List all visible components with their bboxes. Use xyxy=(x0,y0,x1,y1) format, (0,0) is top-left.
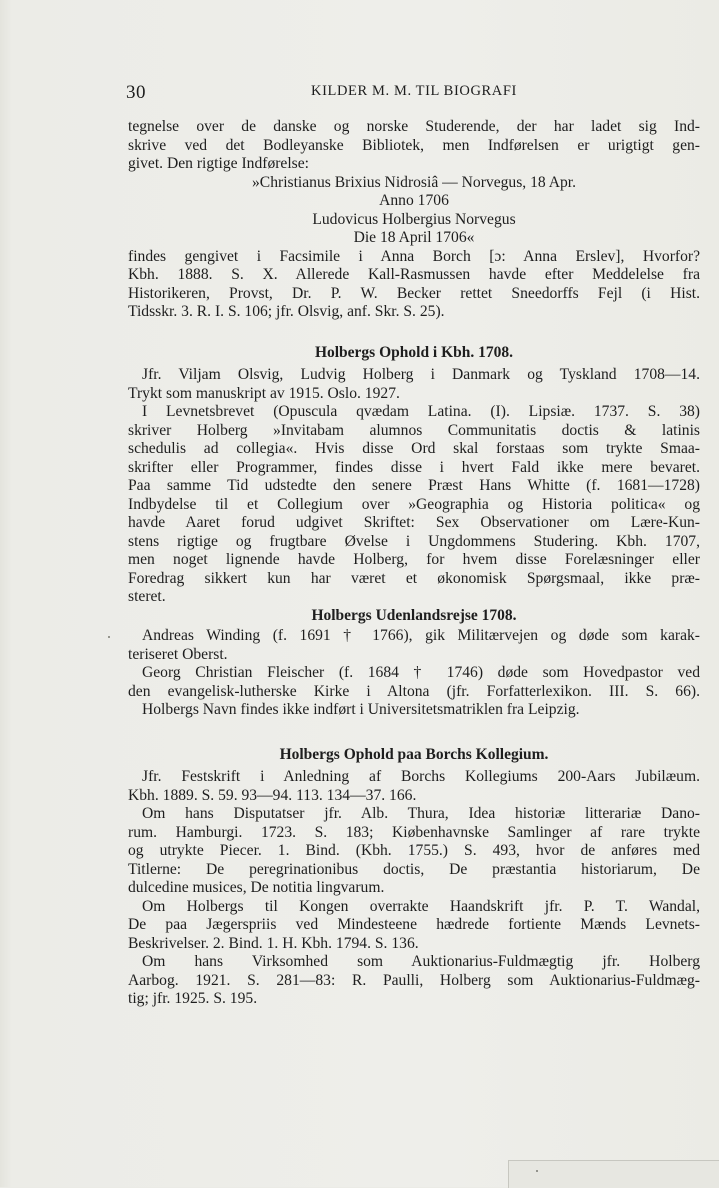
text-line: Indbydelse til et Collegium over »Geographia og Historia politica« og xyxy=(128,495,700,513)
text-line: dulcedine musices, De notitia lingvarum. xyxy=(128,879,385,896)
text-line: Andreas Winding (f. 1691 † 1766), gik Militærvejen og døde som karak- xyxy=(142,627,700,644)
matriculation-quote xyxy=(128,174,700,248)
text-line: Foredrag sikkert kun har været et økonomisk Spørgsmaal, ikke præ- xyxy=(128,569,700,587)
dust-speck xyxy=(536,1170,538,1172)
dust-speck xyxy=(108,636,110,638)
paragraph xyxy=(128,701,700,720)
paragraph xyxy=(128,664,700,701)
text-line: tegnelse over de danske og norske Studerende, der har ladet sig Ind- xyxy=(128,118,700,135)
text-line: Tidsskr. 3. R. I. S. 106; jfr. Olsvig, anf. Skr. S. 25). xyxy=(128,303,445,320)
page-number: 30 xyxy=(126,82,146,103)
text-line: skriver Holberg »Invitabam alumnos Communitatis doctis & latinis xyxy=(128,421,700,439)
section-heading: Holbergs Ophold paa Borchs Kollegium. xyxy=(279,745,549,763)
text-line: givet. Den rigtige Indførelse: xyxy=(128,155,310,172)
running-head: KILDER M. M. TIL BIOGRAFI xyxy=(311,83,517,99)
paragraph xyxy=(128,805,700,898)
text-line: skrifter eller Programmer, findes disse i hvert Fald ikke mere bevaret. xyxy=(128,458,700,476)
text-line: Om hans Disputatser jfr. Alb. Thura, Idea historiæ litterariæ Dano- xyxy=(142,805,700,822)
text-line: Om hans Virksomhed som Auktionarius-Fuldmægtig jfr. Holberg xyxy=(142,953,700,970)
scan-edge-mark xyxy=(508,1160,719,1188)
text-line: Holbergs Navn findes ikke indført i Universitetsmatriklen fra Leipzig. xyxy=(142,701,580,718)
page-header xyxy=(126,82,702,106)
text-line: Georg Christian Fleischer (f. 1684 † 1746) døde som Hovedpastor ved xyxy=(142,664,700,681)
text-line: Om Holbergs til Kongen overrakte Haandskrift jfr. P. T. Wandal, xyxy=(142,897,700,915)
paragraph xyxy=(128,898,700,954)
text-line: De paa Jægerspriis ved Mindesteene hædrede fortiente Mænds Levnets- xyxy=(128,916,700,933)
text-line: den evangelisk-lutherske Kirke i Altona (jfr. Forfatterlexikon. III. S. 66). xyxy=(128,682,700,700)
text-line: stens rigtige og frugtbare Øvelse i Ungdommens Studering. Kbh. 1707, xyxy=(128,532,700,550)
text-line: Kbh. 1888. S. X. Allerede Kall-Rasmussen havde efter Meddelelse fra xyxy=(128,266,700,283)
section-heading: Holbergs Udenlandsrejse 1708. xyxy=(311,606,517,624)
text-line: Paa samme Tid udstedte den senere Præst Hans Whitte (f. 1681—1728) xyxy=(128,477,700,494)
quote-line: Anno 1706 xyxy=(379,192,449,209)
paragraph xyxy=(128,953,700,1009)
quote-line: »Christianus Brixius Nidrosiâ — Norvegus, 18 Apr. xyxy=(252,173,576,191)
paragraph xyxy=(128,366,700,403)
section-heading: Holbergs Ophold i Kbh. 1708. xyxy=(314,343,514,361)
text-line: Aarbog. 1921. S. 281—83: R. Paulli, Holberg som Auktionarius-Fuldmæg- xyxy=(128,971,700,989)
quote-line: Die 18 April 1706« xyxy=(353,229,475,246)
text-line: men noget lignende havde Holberg, for hvem disse Forelæsninger eller xyxy=(128,551,700,568)
text-line: schedulis ad collegia«. Hvis disse Ord skal forstaas som trykte Smaa- xyxy=(128,440,700,457)
text-line: Trykt som manuskript av 1915. Oslo. 1927. xyxy=(128,384,400,402)
text-line: Historikeren, Provst, Dr. P. W. Becker rettet Sneedorffs Fejl (i Hist. xyxy=(128,284,700,302)
text-line: Kbh. 1889. S. 59. 93—94. 113. 134—37. 166. xyxy=(128,786,417,804)
text-line: findes gengivet i Facsimile i Anna Borch [ɔ: Anna Erslev], Hvorfor? xyxy=(128,247,700,265)
text-line: Jfr. Festskrift i Anledning af Borchs Kollegiums 200-Aars Jubilæum. xyxy=(142,768,700,785)
paragraph xyxy=(128,403,700,607)
text-line: steret. xyxy=(128,588,166,605)
paragraph xyxy=(128,627,700,664)
text-line: og utrykte Piecer. 1. Bind. (Kbh. 1755.) S. 493, hvor de anføres med xyxy=(128,842,700,859)
body-text xyxy=(128,118,700,1009)
text-line: Titlerne: De peregrinationibus doctis, De præstantia historiarum, De xyxy=(128,860,700,878)
paragraph xyxy=(128,768,700,805)
text-line: skrive ved det Bodleyanske Bibliotek, men Indførelsen er urigtigt gen- xyxy=(128,136,700,154)
text-line: Jfr. Viljam Olsvig, Ludvig Holberg i Danmark og Tyskland 1708—14. xyxy=(142,366,700,383)
text-line: Beskrivelser. 2. Bind. 1. H. Kbh. 1794. S. 136. xyxy=(128,934,419,952)
text-line: havde Aaret forud udgivet Skriftet: Sex Observationer om Lære-Kun- xyxy=(128,514,700,531)
text-line: rum. Hamburgi. 1723. S. 183; Kiøbenhavnske Samlinger af rare trykte xyxy=(128,823,700,841)
text-line: I Levnetsbrevet (Opuscula qvædam Latina. (I). Lipsiæ. 1737. S. 38) xyxy=(142,403,700,420)
text-line: tig; jfr. 1925. S. 195. xyxy=(128,990,258,1007)
quote-line: Ludovicus Holbergius Norvegus xyxy=(312,210,516,228)
text-line: teriseret Oberst. xyxy=(128,645,228,663)
